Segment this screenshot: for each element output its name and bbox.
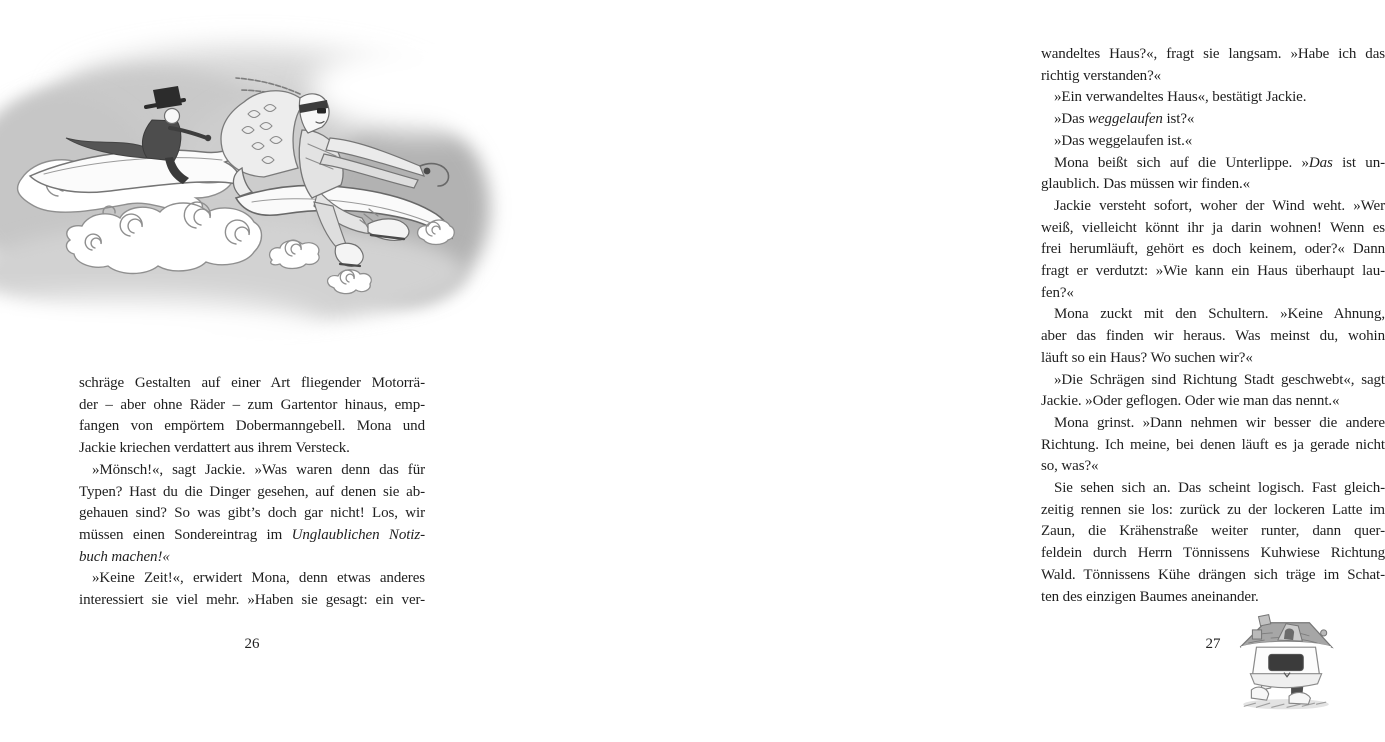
page-right (464, 0, 1385, 742)
text-line: der – aber ohne Räder – zum Gartentor hinaus, emp- (79, 396, 425, 413)
ground-shadow (1243, 699, 1329, 709)
text-line: glaublich. Das müssen wir finden.« (1041, 176, 1251, 193)
house-foot-right (1289, 692, 1310, 704)
text-line: zeitig rennen sie los: zurück zu der lockeren Latte im (1041, 501, 1385, 518)
page-left-number: 26 (244, 636, 260, 652)
text-line: »Mönsch!«, sagt Jackie. »Was waren denn das für (92, 461, 425, 478)
text-line: gehauen sind? So was gibt’s doch gar nicht! Los, wir (79, 505, 425, 522)
house-foot-left (1251, 687, 1268, 700)
rider-hand (205, 135, 211, 141)
text-line: »Das weggelaufen ist?« (1054, 111, 1195, 128)
text-line: müssen einen Sondereintrag im Unglaublichen Notiz- (79, 526, 425, 543)
text-line: »Keine Zeit!«, erwidert Mona, denn etwas anderes (92, 570, 425, 587)
text-line: Sie sehen sich an. Das scheint logisch. Fast gleich- (1054, 480, 1385, 497)
hand-grip (424, 168, 431, 175)
text-line: Mona zuckt mit den Schultern. »Keine Ahnung, (1054, 306, 1385, 323)
text-line: so, was?« (1041, 458, 1099, 475)
text-line: Jackie versteht sofort, woher der Wind weht. »Wer (1054, 197, 1385, 214)
page-right-text (1041, 44, 1385, 608)
text-line: Jackie kriechen verdattert aus ihrem Versteck. (79, 440, 350, 457)
rider-coat (142, 120, 180, 161)
text-line: fen?« (1041, 284, 1074, 301)
text-line: »Das weggelaufen ist.« (1054, 132, 1193, 149)
text-line: buch machen!« (79, 548, 170, 565)
chimney (1259, 615, 1271, 626)
text-line: Mona grinst. »Dann nehmen wir besser die andere (1054, 414, 1385, 431)
text-line: weiß, vielleicht könnt ihr ja darin wohnen! Wenn es (1041, 219, 1385, 236)
text-line: läuft so ein Haus? Wo suchen wir?« (1041, 349, 1253, 366)
page-left (0, 0, 464, 742)
walking-house-illustration (1230, 610, 1342, 718)
text-line: Typen? Hast du die Dinger gesehen, auf denen sie ab- (79, 483, 425, 500)
text-line: Zaun, die Krähenstraße weiter runter, dann quer- (1041, 523, 1385, 540)
text-line: frei herumläuft, gehört es doch keinem, oder?« Dann (1041, 241, 1385, 258)
page-left-text (79, 373, 425, 612)
text-line: Richtung. Ich meine, bei denen läuft es ja gerade nicht (1041, 436, 1385, 453)
text-line: »Ein verwandeltes Haus«, bestätigt Jackie. (1054, 89, 1307, 106)
text-line: fangen von empörtem Dobermanngebell. Mona und (79, 418, 425, 435)
text-line: richtig verstanden?« (1041, 67, 1162, 84)
text-line: wandeltes Haus?«, fragt sie langsam. »Habe ich das (1041, 46, 1385, 62)
text-line: »Die Schrägen sind Richtung Stadt geschwebt«, sagt (1054, 371, 1385, 388)
rider-head (165, 109, 180, 124)
text-line: Mona beißt sich auf die Unterlippe. »Das ist un- (1054, 154, 1385, 171)
text-line: schräge Gestalten auf einer Art fliegender Motorrä- (79, 375, 425, 391)
house-window (1269, 654, 1304, 670)
text-line: feldein durch Herrn Tönnissens Kuhwiese Richtung (1041, 545, 1385, 562)
text-line: ten des einzigen Baumes aneinander. (1041, 588, 1259, 605)
text-line: aber das finden wir heraus. Was meinst du, wohin (1041, 328, 1385, 345)
text-line: fragt er verdutzt: »Wie kann ein Haus überhaupt lau- (1041, 263, 1385, 280)
goggles (317, 108, 326, 114)
page-right-number: 27 (1205, 636, 1221, 652)
text-line: Jackie. »Oder geflogen. Oder wie man das nennt.« (1041, 393, 1340, 410)
flying-riders-in-clouds-illustration (0, 28, 500, 378)
text-line: Wald. Tönnissens Kühe drängen sich träge im Schat- (1041, 566, 1385, 583)
text-line: interessiert sie viel mehr. »Haben sie gesagt: ein ver- (79, 592, 425, 609)
